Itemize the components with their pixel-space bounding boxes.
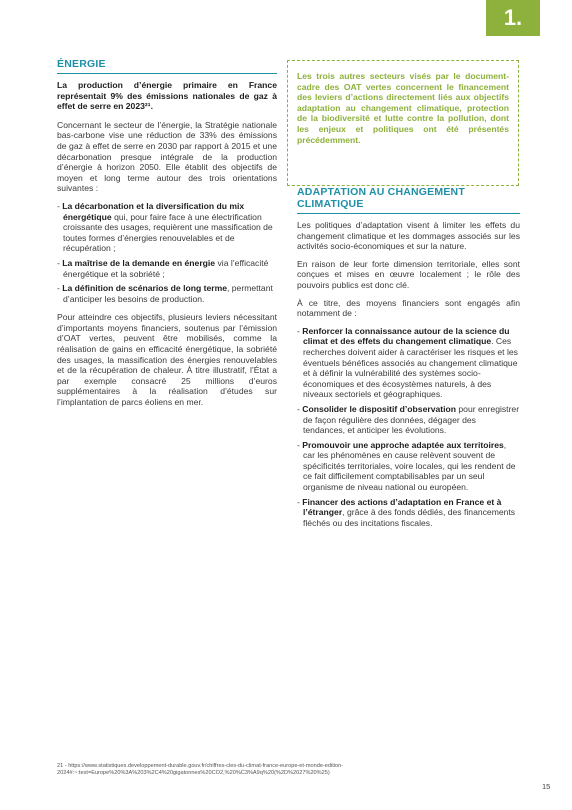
list-item: - La définition de scénarios de long terme, permettant d’anticiper les besoins de production. [57, 283, 273, 304]
bullet-text: qui, pour faire face à une électrification croissante des usages, requièrent une massification de toutes formes d’énergies renouvelables et de récupération ; [63, 211, 273, 254]
energy-section [57, 58, 277, 415]
bullet-bold: La définition de scénarios de long terme [62, 283, 227, 294]
adaptation-paragraph-2: En raison de leur forte dimension territoriale, elles sont conçues et mises en œuvre localement ; le rôle des pouvoirs publics est donc clé. [297, 258, 520, 290]
list-item: - Renforcer la connaissance autour de la science du climat et des effets du changement climatique. Ces recherches doivent aider à caractériser les risques et les éventuels bénéfices associés au changement climatique et à définir la vulnérabilité des systèmes socio-économiques et des écosystèmes naturels, à des niveaux sectoriels et géographiques. [297, 325, 518, 400]
bullet-text: pour enregistrer de façon régulière des données, dégager des tendances, et anticiper les évolutions. [303, 403, 520, 436]
energy-bullet-list [57, 201, 277, 304]
bullet-bold: Consolider le dispositif d’observation [302, 403, 457, 414]
bullet-text: via l’efficacité énergétique et la sobriété ; [63, 257, 269, 279]
chapter-tab: 1. [486, 0, 540, 36]
list-item: - Promouvoir une approche adaptée aux territoires, car les phénomènes en cause relèvent souvent de spécificités territoriales, voire locales, qui les rendent de ce fait difficilement comptabilisables par un seul organisme de niveau national ou européen. [297, 439, 516, 493]
bullet-bold: La décarbonation et la diversification du mix énergétique [62, 200, 245, 222]
energy-lead: La production d’énergie primaire en France représentait 9% des émissions nationales de gaz à effet de serre en 2023²¹. [57, 80, 277, 112]
energy-paragraph-1: Concernant le secteur de l’énergie, la Stratégie nationale bas-carbone vise une réduction de 33% des émissions de gaz à effet de serre en 2030 par rapport à 2015 et une décarbonation presque intégrale de la production d’énergie à horizon 2050. Elle établit des objectifs de moyen et long terme autour des trois orientations suivantes : [57, 119, 277, 194]
adaptation-paragraph-3: À ce titre, des moyens financiers sont engagés afin notamment de : [297, 297, 520, 319]
bullet-text: , grâce à des fonds dédiés, des financements fléchés ou des incitations fiscales. [303, 507, 516, 528]
bullet-bold: Financer des actions d’adaptation en France et à l’étranger [302, 496, 502, 518]
callout-box: Les trois autres secteurs visés par le document-cadre des OAT vertes concernent le financement des leviers d’actions directement liés aux objectifs adaptation au changement climatique, protection de la biodiversité et lutte contre la pollution, dont les enjeux et politiques ont été présentés précédemment. [287, 60, 519, 186]
bullet-bold: Promouvoir une approche adaptée aux territoires [302, 439, 504, 450]
energy-heading: ÉNERGIE [57, 58, 277, 74]
energy-paragraph-2: Pour atteindre ces objectifs, plusieurs leviers nécessitant d’importants moyens financiers, soutenus par l’émission d’OAT vertes, peuvent être mobilisés, comme la réalisation de gains en efficacité énergétique, la sobriété des usages, la massification des énergies renouvelables et de la récupération de chaleur. À titre illustratif, l’État a par exemple consacré 25 millions d’euros supplémentaires à la réalisation d’études sur l’implantation de parcs éoliens en mer. [57, 312, 277, 408]
adaptation-heading: ADAPTATION AU CHANGEMENT CLIMATIQUE [297, 186, 520, 214]
list-item: - La décarbonation et la diversification du mix énergétique qui, pour faire face à une électrification croissante des usages, requièrent une massification de toutes formes d’énergies renouvelables et de récupération ; [57, 200, 273, 254]
list-item: - Consolider le dispositif d’observation pour enregistrer de façon régulière des données, dégager des tendances, et anticiper les évolutions. [297, 403, 520, 436]
list-item: - Financer des actions d’adaptation en France et à l’étranger, grâce à des fonds dédiés, des financements fléchés ou des incitations fiscales. [297, 496, 516, 528]
page-number: 15 [542, 782, 551, 791]
bullet-text: , permettant d’anticiper les besoins de production. [63, 283, 273, 304]
bullet-bold: La maîtrise de la demande en énergie [62, 257, 216, 268]
adaptation-bullet-list [297, 326, 520, 529]
bullet-text: . Ces recherches doivent aider à caractériser les risques et les éventuels bénéfices associés au changement climatique et à définir la vulnérabilité des systèmes socio-économiques et des écosystèmes naturels, à des niveaux sectoriels et géographiques. [303, 336, 518, 400]
bullet-bold: Renforcer la connaissance autour de la science du climat et des effets du changement climatique [302, 325, 510, 347]
adaptation-paragraph-1: Les politiques d’adaptation visent à limiter les effets du changement climatique et les dommages associés sur les activités socio-économiques et sur la nature. [297, 220, 520, 252]
bullet-text: , car les phénomènes en cause relèvent souvent de spécificités territoriales, voire locales, qui les rendent de ce fait difficilement comptabilisables par un seul organisme de niveau national ou européen. [303, 439, 516, 493]
list-item: - La maîtrise de la demande en énergie via l’efficacité énergétique et la sobriété ; [57, 257, 269, 279]
adaptation-section [297, 186, 520, 536]
footnote: 21 - https://www.statistiques.developpement-durable.gouv.fr/chiffres-cles-du-climat-france-europe-et-monde-edition-2024#:~:text=Europe%20%3A%203%2C4%20gigatonnes%20CO2,%20%C3%A9q%20(%2D%2027%20%25) [57, 763, 344, 776]
